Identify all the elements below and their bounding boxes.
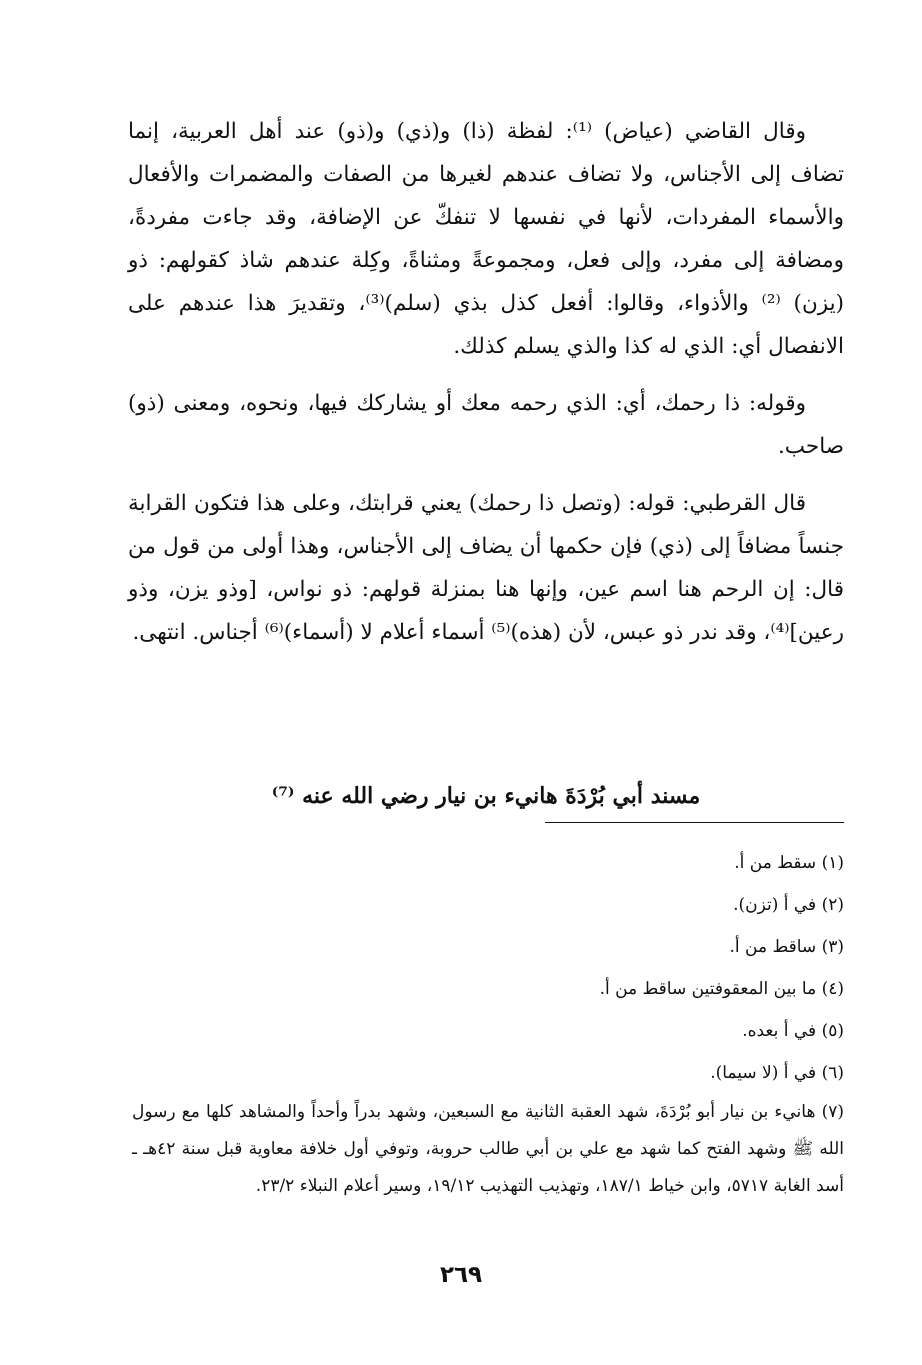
footnotes (132, 842, 844, 1205)
footnote-6: (٦) في أ (لا سيما). (710, 1063, 844, 1083)
section-heading: مسند أبي بُرْدَةَ هانيء بن نيار رضي الله عنه ⁽⁷⁾ (271, 783, 701, 809)
footnote-1: (١) سقط من أ. (734, 853, 844, 873)
footnote-7: (٧) هانيء بن نيار أبو بُرْدَةَ، شهد العقبة الثانية مع السبعين، وشهد بدراً وأحداً والمشاهد كلها مع رسول الله ﷺ وشهد الفتح كما شهد مع علي بن أبي طالب حروبة، وتوفي أول خلافة معاوية قبل سنة ٤٢هـ ـ أسد الغابة ٥٧١٧، وابن خياط ١٨٧/١، وتهذيب التهذيب ١٩/١٢، وسير أعلام النبلاء ٢٣/٢. (132, 1102, 844, 1196)
paragraph-qadi-iyad: وقال القاضي (عياض) ⁽¹⁾: لفظة (ذا) و(ذي) و(ذو) عند أهل العربية، إنما تضاف إلى الأجناس، ولا تضاف عندهم لغيرها من الصفات والمضمرات والأفعال والأسماء المفردات، لأنها في نفسها لا تنفكّ عن الإضافة، وقد جاءت مفردةً، ومضافة إلى مفرد، وإلى فعل، ومجموعةً ومثناةً، وكِلة عندهم شاذ كقولهم: ذو (يزن) ⁽²⁾ والأذواء، وقالوا: أفعل كذل بذي (سلم)⁽³⁾، وتقديرَ هذا عندهم على الانفصال أي: الذي له كذا والذي يسلم كذلك. (128, 119, 844, 359)
footnote-4: (٤) ما بين المعقوفتين ساقط من أ. (599, 979, 844, 999)
footnote-divider (545, 822, 844, 823)
footnote-3: (٣) ساقط من أ. (729, 937, 844, 957)
footnote-2: (٢) في أ (تزن). (733, 895, 844, 915)
main-text (128, 110, 844, 654)
page-number: ٢٦٩ (439, 1262, 483, 1288)
paragraph-qurtubi: قال القرطبي: قوله: (وتصل ذا رحمك) يعني قرابتك، وعلى هذا فتكون القرابة جنساً مضافاً إلى (ذي) فإن حكمها أن يضاف إلى الأجناس، وهذا أولى من قول من قال: إن الرحم هنا اسم عين، وإنها هنا بمنزلة قولهم: ذو نواس، [وذو يزن، وذو رعين]⁽⁴⁾، وقد ندر ذو عبس، لأن (هذه)⁽⁵⁾ أسماء أعلام لا (أسماء)⁽⁶⁾ أجناس. انتهى. (128, 491, 844, 645)
paragraph-qawluhu: وقوله: ذا رحمك، أي: الذي رحمه معك أو يشاركك فيها، ونحوه، ومعنى (ذو) صاحب. (128, 391, 844, 459)
footnote-5: (٥) في أ بعده. (742, 1021, 844, 1041)
